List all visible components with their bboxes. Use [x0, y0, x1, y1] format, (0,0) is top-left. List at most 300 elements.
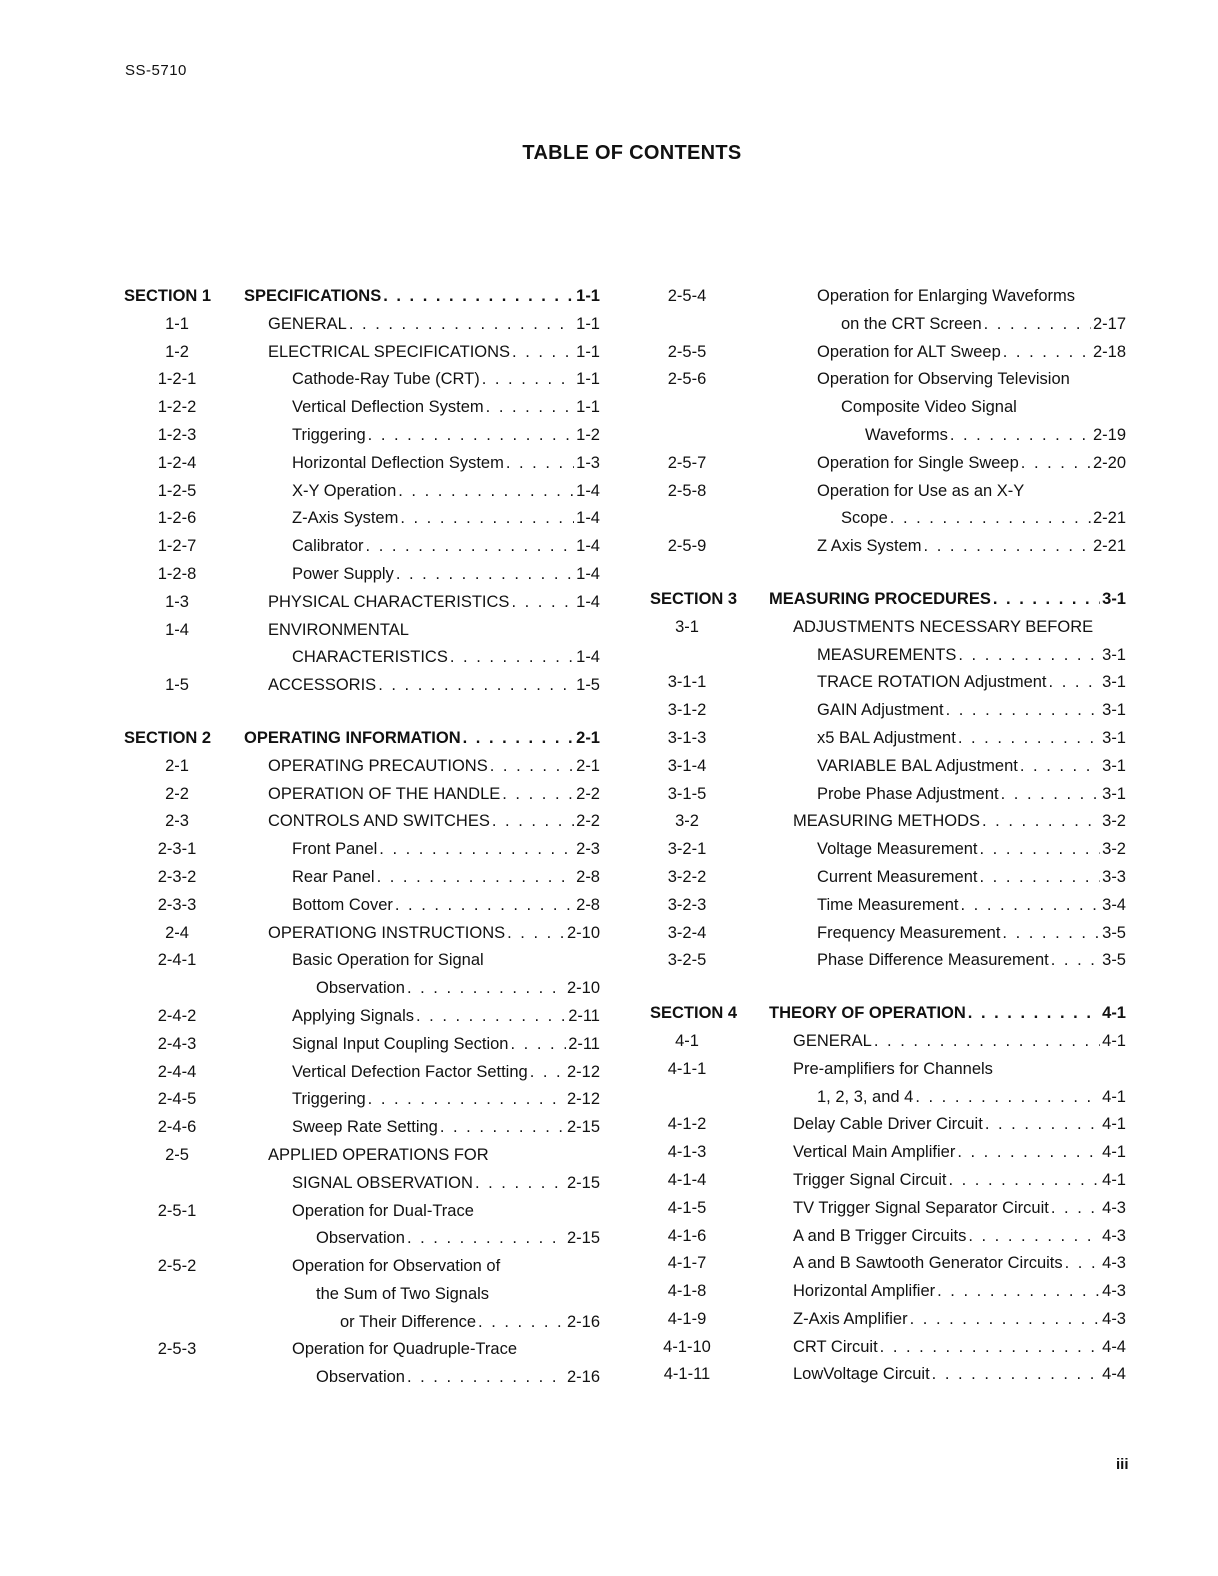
- entry-page: 4-1: [1102, 1143, 1126, 1162]
- entry-line: [817, 642, 1126, 670]
- entry-page: 2-2: [576, 812, 600, 831]
- entry-title: Operation for Quadruple-Trace: [292, 1340, 517, 1359]
- entry-page: 3-3: [1102, 867, 1126, 886]
- entry-number: 3-2-1: [667, 840, 707, 859]
- entry-title: Scope: [841, 509, 888, 528]
- entry-page: 2-10: [566, 979, 600, 998]
- entry-title: Trigger Signal Circuit: [793, 1170, 947, 1189]
- entry-title: ENVIRONMENTAL: [268, 620, 409, 639]
- entry-line: [817, 1084, 1126, 1112]
- entry-page: 2-15: [566, 1229, 600, 1248]
- entry-line: [316, 1281, 600, 1309]
- entry-title: Time Measurement: [817, 895, 959, 914]
- dot-leader: [1001, 781, 1101, 809]
- entry-line: [292, 505, 600, 533]
- entry-page: 1-4: [576, 592, 600, 611]
- entry-number: 2-3-1: [157, 840, 197, 859]
- entry-page: 4-3: [1102, 1198, 1126, 1217]
- entry-page: 3-1: [1102, 784, 1126, 803]
- entry-title: LowVoltage Circuit: [793, 1365, 930, 1384]
- entry-title: MEASUREMENTS: [817, 645, 957, 664]
- dot-leader: [1020, 753, 1100, 781]
- entry-number: 3-1-5: [667, 784, 707, 803]
- entry-page: 1-4: [576, 537, 600, 556]
- entry-line: [817, 836, 1126, 864]
- dot-leader: [482, 366, 574, 394]
- entry-page: 1-3: [576, 453, 600, 472]
- dot-leader: [511, 589, 574, 617]
- entry-title: Vertical Deflection System: [292, 398, 484, 417]
- entry-title: X-Y Operation: [292, 481, 397, 500]
- entry-page: 3-1: [1102, 728, 1126, 747]
- entry-number: 3-1-3: [667, 728, 707, 747]
- entry-line: [340, 1309, 600, 1337]
- entry-page: 3-1: [1102, 756, 1126, 775]
- entry-page: 3-1: [1102, 701, 1126, 720]
- entry-title: ADJUSTMENTS NECESSARY BEFORE: [793, 617, 1094, 636]
- dot-leader: [880, 1334, 1100, 1362]
- entry-number: 2-4-5: [157, 1090, 197, 1109]
- entry-line: [268, 920, 600, 948]
- entry-title: A and B Sawtooth Generator Circuits: [793, 1254, 1063, 1273]
- dot-leader: [506, 450, 574, 478]
- entry-title: Front Panel: [292, 840, 378, 859]
- entry-number: 1-3: [165, 592, 189, 611]
- entry-page: 1-4: [576, 564, 600, 583]
- dot-leader: [1003, 339, 1091, 367]
- entry-number: 1-1: [165, 314, 189, 333]
- dot-leader: [958, 725, 1100, 753]
- entry-line: [817, 864, 1126, 892]
- entry-title: ELECTRICAL SPECIFICATIONS: [268, 342, 511, 361]
- entry-number: 1-2-8: [157, 564, 197, 583]
- dot-leader: [932, 1361, 1100, 1389]
- entry-title: GAIN Adjustment: [817, 701, 944, 720]
- entry-page: 1-4: [576, 648, 600, 667]
- entry-line: [817, 920, 1126, 948]
- entry-line: [793, 1111, 1126, 1139]
- entry-number: 2-4-4: [157, 1062, 197, 1081]
- entry-title: Current Measurement: [817, 867, 978, 886]
- entry-line: [793, 1056, 1126, 1084]
- entry-number: 3-1-4: [667, 756, 707, 775]
- entry-number: 2-4-1: [157, 951, 197, 970]
- entry-number: 2-5-4: [667, 287, 707, 305]
- dot-leader: [1051, 947, 1100, 975]
- entry-line: [817, 892, 1126, 920]
- section-label: SECTION 1: [124, 287, 212, 305]
- entry-line: [292, 1059, 600, 1087]
- dot-leader: [993, 586, 1100, 614]
- entry-title: or Their Difference: [340, 1312, 477, 1331]
- entry-page: 1-2: [576, 425, 600, 444]
- entry-title: OPERATIONG INSTRUCTIONS: [268, 923, 506, 942]
- entry-page: 1-1: [576, 370, 600, 389]
- entry-title: SIGNAL OBSERVATION: [292, 1173, 473, 1192]
- dot-leader: [378, 672, 574, 700]
- entry-page: 1-1: [576, 287, 600, 305]
- entry-line: [268, 589, 600, 617]
- dot-leader: [984, 311, 1091, 339]
- entry-number: 2-2: [165, 784, 189, 803]
- section-label: SECTION 2: [124, 728, 212, 747]
- dot-leader: [507, 920, 565, 948]
- entry-page: 4-3: [1102, 1282, 1126, 1301]
- entry-line: [268, 1142, 600, 1170]
- entry-title: Signal Input Coupling Section: [292, 1034, 509, 1053]
- entry-title: Vertical Main Amplifier: [793, 1143, 956, 1162]
- entry-title: Z Axis System: [817, 537, 922, 556]
- dot-leader: [440, 1114, 565, 1142]
- entry-title: Operation for ALT Sweep: [817, 342, 1001, 361]
- section-label: SECTION 4: [650, 1004, 738, 1023]
- dot-leader: [510, 1031, 566, 1059]
- entry-page: 2-8: [576, 895, 600, 914]
- entry-page: 2-21: [1092, 509, 1126, 528]
- dot-leader: [937, 1278, 1100, 1306]
- dot-leader: [890, 505, 1091, 533]
- entry-line: [817, 533, 1126, 561]
- dot-leader: [985, 1111, 1100, 1139]
- entry-page: 4-1: [1102, 1087, 1126, 1106]
- entry-title: SPECIFICATIONS: [244, 287, 382, 305]
- entry-line: [268, 753, 600, 781]
- entry-line: [793, 1250, 1126, 1278]
- entry-page: 2-10: [566, 923, 600, 942]
- entry-title: Operation for Observation of: [292, 1257, 501, 1276]
- entry-title: GENERAL: [268, 314, 347, 333]
- entry-line: [793, 614, 1126, 642]
- dot-leader: [957, 1139, 1100, 1167]
- dot-leader: [946, 697, 1101, 725]
- dot-leader: [400, 505, 574, 533]
- entry-title: Power Supply: [292, 564, 394, 583]
- entry-line: [841, 394, 1126, 422]
- entry-title: PHYSICAL CHARACTERISTICS: [268, 592, 510, 611]
- entry-line: [268, 339, 600, 367]
- dot-leader: [490, 753, 574, 781]
- entry-line: [292, 1031, 600, 1059]
- entry-line: [292, 1198, 600, 1226]
- entry-number: 2-5: [165, 1145, 189, 1164]
- entry-number: 2-5-1: [157, 1201, 197, 1220]
- entry-line: [292, 947, 600, 975]
- entry-page: 2-16: [566, 1312, 600, 1331]
- entry-number: 4-1-10: [663, 1337, 711, 1356]
- entry-line: [841, 505, 1126, 533]
- dot-leader: [979, 864, 1100, 892]
- entry-title: TRACE ROTATION Adjustment: [817, 673, 1047, 692]
- dot-leader: [512, 339, 574, 367]
- entry-line: [817, 753, 1126, 781]
- entry-line: [268, 311, 600, 339]
- dot-leader: [968, 1000, 1100, 1028]
- entry-line: [292, 1170, 600, 1198]
- dot-leader: [915, 1084, 1100, 1112]
- entry-number: 1-2-1: [157, 370, 197, 389]
- entry-number: 3-1-1: [667, 673, 707, 692]
- entry-number: 3-2-3: [667, 895, 707, 914]
- dot-leader: [407, 1225, 565, 1253]
- entry-number: 3-2: [675, 812, 699, 831]
- entry-title: Vertical Defection Factor Setting: [292, 1062, 528, 1081]
- entry-page: 3-4: [1102, 895, 1126, 914]
- entry-line: [292, 644, 600, 672]
- entry-page: 2-21: [1092, 537, 1126, 556]
- entry-page: 2-15: [566, 1118, 600, 1137]
- entry-line: [292, 892, 600, 920]
- entry-page: 2-12: [566, 1062, 600, 1081]
- entry-line: [292, 533, 600, 561]
- entry-page: 2-1: [576, 728, 600, 747]
- entry-line: [769, 586, 1126, 614]
- entry-page: 4-3: [1102, 1226, 1126, 1245]
- entry-page: 4-1: [1102, 1170, 1126, 1189]
- dot-leader: [486, 394, 574, 422]
- entry-line: [292, 394, 600, 422]
- entry-page: 3-2: [1102, 840, 1126, 859]
- entry-title: Calibrator: [292, 537, 364, 556]
- entry-line: [817, 669, 1126, 697]
- entry-title: 1, 2, 3, and 4: [817, 1087, 914, 1106]
- entry-number: 4-1-3: [667, 1143, 707, 1162]
- entry-number: 2-5-6: [667, 370, 707, 389]
- dot-leader: [463, 725, 575, 753]
- dot-leader: [982, 808, 1100, 836]
- entry-title: Operation for Observing Television: [817, 370, 1070, 389]
- entry-number: 2-4-2: [157, 1006, 197, 1025]
- dot-leader: [478, 1309, 565, 1337]
- entry-title: x5 BAL Adjustment: [817, 728, 956, 747]
- entry-page: 2-17: [1092, 314, 1126, 333]
- entry-line: [793, 1361, 1126, 1389]
- dot-leader: [1051, 1195, 1100, 1223]
- entry-number: 3-1: [675, 617, 699, 636]
- entry-line: [292, 1336, 600, 1364]
- entry-line: [793, 1167, 1126, 1195]
- dot-leader: [416, 1003, 566, 1031]
- dot-leader: [1049, 669, 1101, 697]
- entry-page: 4-1: [1102, 1115, 1126, 1134]
- dot-leader: [377, 864, 575, 892]
- entry-page: 4-4: [1102, 1365, 1126, 1384]
- dot-leader: [502, 781, 574, 809]
- entry-title: Sweep Rate Setting: [292, 1118, 438, 1137]
- entry-title: CHARACTERISTICS: [292, 648, 448, 667]
- entry-number: 2-5-2: [157, 1257, 197, 1276]
- dot-leader: [450, 644, 574, 672]
- dot-leader: [948, 1167, 1100, 1195]
- entry-line: [292, 1253, 600, 1281]
- entry-line: [793, 1306, 1126, 1334]
- entry-line: [292, 1086, 600, 1114]
- entry-title: Composite Video Signal: [841, 398, 1017, 417]
- entry-number: 2-1: [165, 756, 189, 775]
- entry-page: 1-1: [576, 398, 600, 417]
- entry-page: 3-2: [1102, 812, 1126, 831]
- entry-title: Operation for Enlarging Waveforms: [817, 287, 1075, 305]
- entry-number: 1-2-6: [157, 509, 197, 528]
- entry-title: Horizontal Amplifier: [793, 1282, 936, 1301]
- entry-title: VARIABLE BAL Adjustment: [817, 756, 1018, 775]
- entry-page: 2-2: [576, 784, 600, 803]
- entry-line: [268, 617, 600, 645]
- entry-title: Operation for Dual-Trace: [292, 1201, 474, 1220]
- page-title: TABLE OF CONTENTS: [522, 142, 742, 164]
- entry-line: [793, 1223, 1126, 1251]
- page-number: iii: [1116, 1456, 1129, 1473]
- entry-title: CRT Circuit: [793, 1337, 878, 1356]
- entry-line: [292, 836, 600, 864]
- entry-page: 3-5: [1102, 923, 1126, 942]
- entry-page: 2-12: [566, 1090, 600, 1109]
- entry-title: Phase Difference Measurement: [817, 951, 1049, 970]
- entry-page: 4-1: [1102, 1004, 1126, 1023]
- entry-title: OPERATING INFORMATION: [244, 728, 461, 747]
- entry-page: 2-1: [576, 756, 600, 775]
- entry-title: Z-Axis Amplifier: [793, 1309, 908, 1328]
- entry-title: A and B Trigger Circuits: [793, 1226, 967, 1245]
- dot-leader: [958, 642, 1100, 670]
- entry-page: 1-1: [576, 342, 600, 361]
- entry-title: Basic Operation for Signal: [292, 951, 484, 970]
- entry-line: [817, 725, 1126, 753]
- dot-leader: [1065, 1250, 1101, 1278]
- entry-line: [292, 422, 600, 450]
- entry-number: 1-2: [165, 342, 189, 361]
- entry-line: [292, 1003, 600, 1031]
- entry-title: Rear Panel: [292, 867, 375, 886]
- entry-line: [793, 1334, 1126, 1362]
- entry-title: CONTROLS AND SWITCHES: [268, 812, 490, 831]
- entry-line: [316, 1364, 600, 1392]
- entry-page: 4-1: [1102, 1031, 1126, 1050]
- entry-page: 3-1: [1102, 589, 1126, 608]
- entry-number: 4-1: [675, 1031, 699, 1050]
- entry-title: APPLIED OPERATIONS FOR: [268, 1145, 489, 1164]
- entry-title: OPERATING PRECAUTIONS: [268, 756, 488, 775]
- document-id: SS-5710: [125, 62, 187, 79]
- dot-leader: [968, 1223, 1100, 1251]
- entry-page: 2-3: [576, 840, 600, 859]
- entry-line: [865, 422, 1126, 450]
- entry-number: 2-5-9: [667, 537, 707, 556]
- entry-number: 1-2-2: [157, 398, 197, 417]
- entry-line: [817, 781, 1126, 809]
- dot-leader: [383, 283, 574, 311]
- entry-page: 2-20: [1092, 453, 1126, 472]
- dot-leader: [980, 836, 1101, 864]
- entry-title: Triggering: [292, 425, 366, 444]
- section-label: SECTION 3: [650, 589, 738, 608]
- entry-line: [292, 478, 600, 506]
- entry-number: 4-1-8: [667, 1282, 707, 1301]
- entry-number: 1-2-7: [157, 537, 197, 556]
- dot-leader: [1021, 450, 1091, 478]
- dot-leader: [368, 1086, 565, 1114]
- entry-line: [292, 1114, 600, 1142]
- entry-title: Horizontal Deflection System: [292, 453, 504, 472]
- entry-title: Cathode-Ray Tube (CRT): [292, 370, 480, 389]
- entry-page: 4-4: [1102, 1337, 1126, 1356]
- entry-number: 4-1-1: [667, 1059, 707, 1078]
- entry-number: 1-2-3: [157, 425, 197, 444]
- dot-leader: [961, 892, 1101, 920]
- entry-line: [268, 781, 600, 809]
- entry-line: [769, 1000, 1126, 1028]
- entry-line: [817, 697, 1126, 725]
- dot-leader: [379, 836, 574, 864]
- entry-title: Delay Cable Driver Circuit: [793, 1115, 983, 1134]
- entry-number: 4-1-5: [667, 1198, 707, 1217]
- entry-page: 2-19: [1092, 425, 1126, 444]
- entry-page: 4-3: [1102, 1254, 1126, 1273]
- entry-page: 3-5: [1102, 951, 1126, 970]
- entry-line: [316, 1225, 600, 1253]
- entry-line: [817, 450, 1126, 478]
- entry-page: 2-16: [566, 1368, 600, 1387]
- entry-line: [793, 1028, 1126, 1056]
- dot-leader: [910, 1306, 1101, 1334]
- entry-number: 2-5-8: [667, 481, 707, 500]
- entry-line: [841, 311, 1126, 339]
- entry-number: 2-3-3: [157, 895, 197, 914]
- entry-line: [793, 1195, 1126, 1223]
- entry-line: [817, 283, 1126, 311]
- entry-page: 1-4: [576, 481, 600, 500]
- entry-line: [268, 672, 600, 700]
- entry-title: Operation for Use as an X-Y: [817, 481, 1025, 500]
- dot-leader: [874, 1028, 1100, 1056]
- entry-title: Bottom Cover: [292, 895, 393, 914]
- entry-number: 2-4-6: [157, 1118, 197, 1137]
- entry-title: Observation: [316, 979, 405, 998]
- entry-page: 1-4: [576, 509, 600, 528]
- entry-number: 1-2-5: [157, 481, 197, 500]
- entry-title: Observation: [316, 1229, 405, 1248]
- entry-title: MEASURING PROCEDURES: [769, 589, 991, 608]
- entry-number: 4-1-7: [667, 1254, 707, 1273]
- dot-leader: [530, 1059, 565, 1087]
- entry-number: 2-3: [165, 812, 189, 831]
- entry-line: [793, 1278, 1126, 1306]
- entry-title: Voltage Measurement: [817, 840, 978, 859]
- entry-line: [292, 864, 600, 892]
- entry-page: 2-18: [1092, 342, 1126, 361]
- entry-page: 2-15: [566, 1173, 600, 1192]
- entry-line: [244, 283, 600, 311]
- entry-title: Applying Signals: [292, 1006, 414, 1025]
- entry-number: 3-2-4: [667, 923, 707, 942]
- entry-number: 2-4-3: [157, 1034, 197, 1053]
- entry-page: 4-3: [1102, 1309, 1126, 1328]
- dot-leader: [368, 422, 574, 450]
- entry-line: [244, 725, 600, 753]
- entry-number: 2-3-2: [157, 867, 197, 886]
- entry-number: 3-2-2: [667, 867, 707, 886]
- dot-leader: [398, 478, 574, 506]
- entry-title: the Sum of Two Signals: [316, 1284, 490, 1303]
- entry-number: 4-1-2: [667, 1115, 707, 1134]
- entry-number: 3-1-2: [667, 701, 707, 720]
- entry-title: OPERATION OF THE HANDLE: [268, 784, 501, 803]
- entry-page: 2-11: [568, 1034, 600, 1053]
- entry-title: Waveforms: [865, 425, 948, 444]
- entry-line: [793, 808, 1126, 836]
- entry-number: 2-5-7: [667, 453, 707, 472]
- entry-line: [292, 561, 600, 589]
- dot-leader: [407, 1364, 565, 1392]
